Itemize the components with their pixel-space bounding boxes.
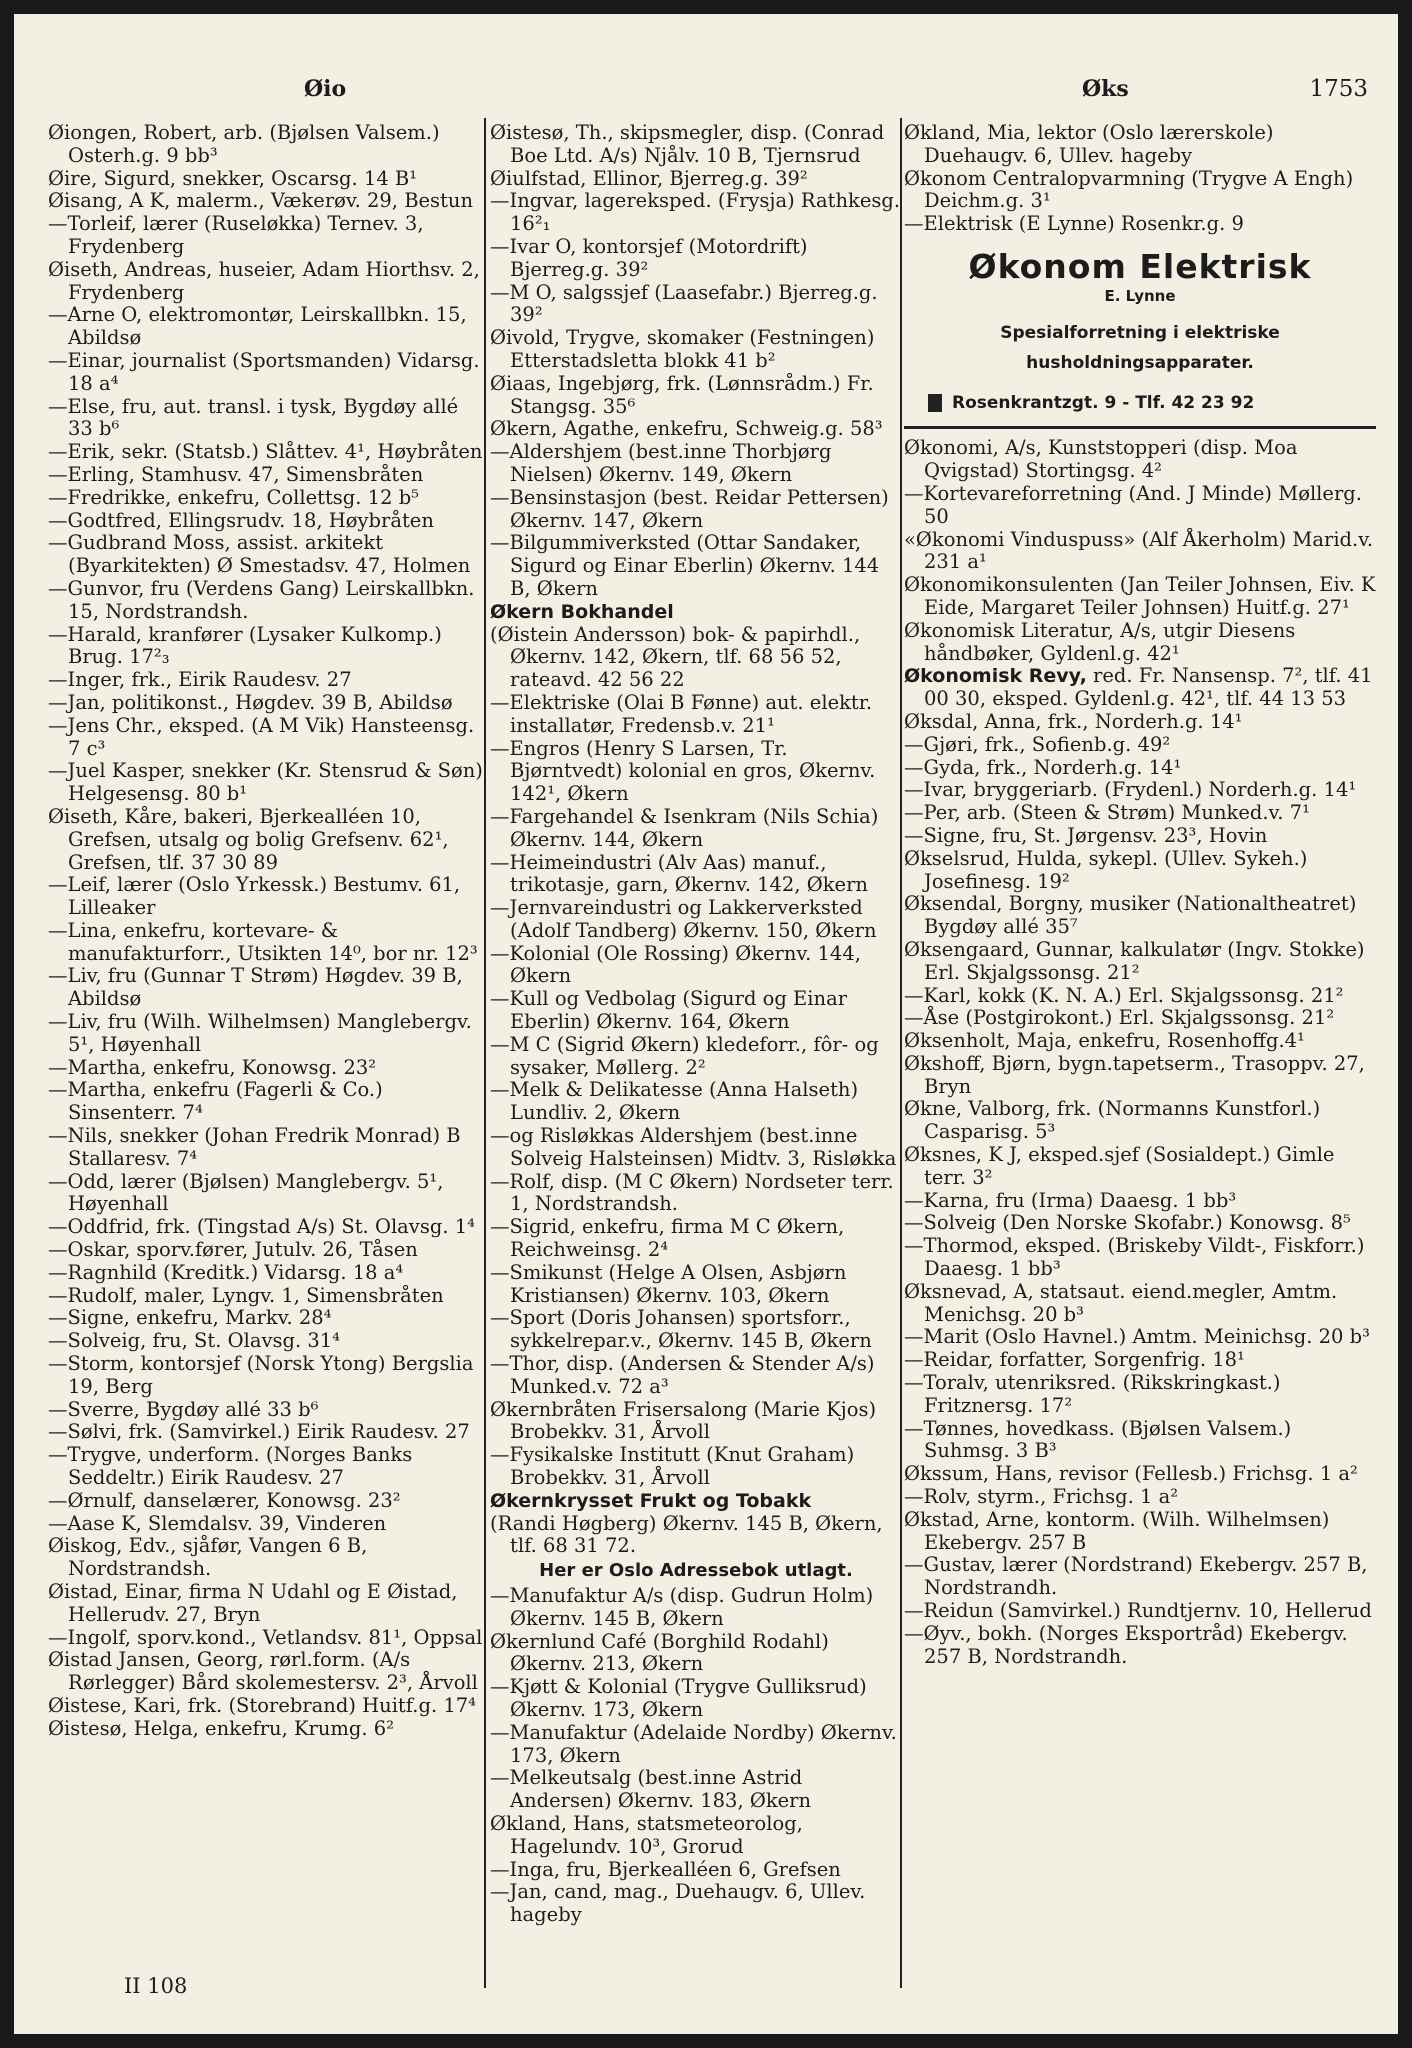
directory-entry: —Manufaktur (Adelaide Nordby) Økernv. 173, Økern [490, 1720, 897, 1767]
directory-entry: —Rolv, styrm., Frichsg. 1 a² [904, 1485, 1179, 1509]
directory-entry: —Nils, snekker (Johan Fredrik Monrad) B Stallaresv. 7⁴ [48, 1124, 461, 1170]
directory-entry: —Erling, Stamhusv. 47, Simensbråten [48, 462, 424, 486]
directory-entry: —Sigrid, enkefru, firma M C Økern, Reichweinsg. 2⁴ [490, 1215, 845, 1262]
directory-entry: —Åse (Postgirokont.) Erl. Skjalgssonsg. 21² [904, 1006, 1335, 1030]
ad-contact-text: Rosenkrantzgt. 9 - Tlf. 42 23 92 [952, 392, 1255, 413]
directory-entry: —Elektriske (Olai B Fønne) aut. elektr. installatør, Fredensb.v. 21¹ [490, 690, 873, 737]
directory-entry: —Solveig, fru, St. Olavsg. 31⁴ [48, 1329, 340, 1353]
directory-entry: —Ingvar, lagereksped. (Frysja) Rathkesg. 16²₁ [490, 189, 901, 236]
ad-contact [904, 392, 1376, 415]
footer-signature: II 108 [124, 1974, 188, 1998]
directory-entry: Øiongen, Robert, arb. (Bjølsen Valsem.) Osterh.g. 9 bb³ [48, 121, 440, 167]
directory-entry: Økssum, Hans, revisor (Fellesb.) Frichsg. 1 a² [904, 1462, 1358, 1486]
directory-entry: —Arne O, elektromontør, Leirskallbkn. 15, Abildsø [48, 303, 467, 350]
directory-entry: —Gjøri, frk., Sofienb.g. 49² [904, 732, 1171, 756]
directory-entry: —Rudolf, maler, Lyngv. 1, Simensbråten [48, 1283, 444, 1307]
right-guide-word: Øks [1082, 76, 1129, 102]
column-divider [484, 118, 486, 1988]
left-guide-word: Øio [304, 76, 347, 102]
directory-entry: —Gyda, frk., Norderh.g. 14¹ [904, 755, 1182, 779]
directory-entry: Øistesø, Th., skipsmegler, disp. (Conrad Boe Ltd. A/s) Njålv. 10 B, Tjernsrud [490, 121, 885, 167]
directory-entry: —Harald, kranfører (Lysaker Kulkomp.) Brug. 17²₃ [48, 622, 442, 669]
directory-entry: —Signe, enkefru, Markv. 28⁴ [48, 1306, 332, 1330]
directory-entry: —Bilgummiverksted (Ottar Sandaker, Sigurd og Einar Eberlin) Økernv. 144 B, Økern [490, 531, 880, 600]
directory-entry: Øiulfstad, Ellinor, Bjerreg.g. 39² [490, 166, 808, 190]
notice-line: Her er Oslo Adressebok utlagt. [539, 1560, 853, 1582]
directory-entry: —Thor, disp. (Andersen & Stender A/s) Munked.v. 72 a³ [490, 1352, 875, 1398]
directory-entry: Økernlund Café (Borghild Rodahl) Økernv. 213, Økern [490, 1629, 829, 1676]
directory-entry: —Martha, enkefru, Konowsg. 23² [48, 1055, 377, 1079]
directory-entry: —Leif, lærer (Oslo Yrkessk.) Bestumv. 61, Lilleaker [48, 873, 461, 920]
directory-entry: —Fysikalske Institutt (Knut Graham) Brobekkv. 31, Årvoll [490, 1443, 855, 1490]
directory-entry: —Heimeindustri (Alv Aas) manuf., trikotasje, garn, Økernv. 142, Økern [490, 850, 868, 897]
directory-entry: —Einar, journalist (Sportsmanden) Vidarsg. 18 a⁴ [48, 348, 480, 395]
bullet-icon [928, 394, 942, 412]
directory-entry: Øksendal, Borgny, musiker (Nationaltheatret) Bygdøy allé 35⁷ [904, 892, 1357, 939]
directory-entry: —og Risløkkas Aldershjem (best.inne Solveig Halsteinsen) Midtv. 3, Risløkka [490, 1124, 897, 1170]
directory-entry: —Bensinstasjon (best. Reidar Pettersen) Økernv. 147, Økern [490, 485, 889, 532]
directory-entry: —Godtfred, Ellingsrudv. 18, Høybråten [48, 508, 434, 532]
directory-entry: —Sverre, Bygdøy allé 33 b⁶ [48, 1397, 319, 1421]
directory-entry: «Økonomi Vinduspuss» (Alf Åkerholm) Marid.v. 231 a¹ [904, 527, 1374, 574]
ad-description-2: husholdningsapparater. [1026, 352, 1254, 373]
directory-entry: —Fargehandel & Isenkram (Nils Schia) Økernv. 144, Økern [490, 804, 879, 851]
entry-bold-lead: Økonomisk Revy, [904, 665, 1087, 688]
directory-entry: —Jan, politikonst., Høgdev. 39 B, Abildsø [48, 690, 453, 714]
directory-entry: —Manufaktur A/s (disp. Gudrun Holm) Økernv. 145 B, Økern [490, 1584, 874, 1630]
directory-entry: Øistesø, Helga, enkefru, Krumg. 6² [48, 1716, 395, 1740]
directory-entry: —Jan, cand, mag., Duehaugv. 6, Ullev. hageby [490, 1880, 866, 1927]
directory-entry: —Ørnulf, danselærer, Konowsg. 23² [48, 1488, 401, 1512]
column-3 [904, 122, 1376, 1668]
directory-entry: —Gustav, lærer (Nordstrand) Ekebergv. 257 B, Nordstrandh. [904, 1553, 1368, 1600]
directory-entry: —Oddfrid, frk. (Tingstad A/s) St. Olavsg. 1⁴ [48, 1215, 475, 1239]
directory-entry: —M O, salgssjef (Laasefabr.) Bjerreg.g. 39² [490, 280, 878, 327]
directory-entry: —Kolonial (Ole Rossing) Økernv. 144, Økern [490, 941, 861, 988]
directory-entry: —Sport (Doris Johansen) sportsforr., sykkelrepar.v., Økernv. 145 B, Økern [490, 1306, 872, 1353]
business-details: (Øistein Andersson) bok- & papirhdl., Økernv. 142, Økern, tlf. 68 56 52, rateavd. 42 56 22 [490, 622, 861, 692]
directory-entry: —Gunvor, fru (Verdens Gang) Leirskallbkn. 15, Nordstrandsh. [48, 576, 475, 623]
directory-entry: Øisang, A K, malerm., Vækerøv. 29, Bestun [48, 189, 474, 213]
directory-entry: —Martha, enkefru (Fagerli & Co.) Sinsenterr. 7⁴ [48, 1078, 383, 1125]
directory-entry: —Thormod, eksped. (Briskeby Vildt-, Fiskforr.) Daaesg. 1 bb³ [904, 1234, 1365, 1281]
directory-entry: Øksengaard, Gunnar, kalkulatør (Ingv. Stokke) Erl. Skjalgssonsg. 21² [904, 937, 1365, 984]
directory-entry: Økonomisk Literatur, A/s, utgir Diesens håndbøker, Gyldenl.g. 42¹ [904, 618, 1296, 665]
directory-entry: —Smikunst (Helge A Olsen, Asbjørn Kristiansen) Økernv. 103, Økern [490, 1260, 847, 1307]
directory-entry: —Aase K, Slemdalsv. 39, Vinderen [48, 1511, 387, 1535]
directory-entry: —Karna, fru (Irma) Daaesg. 1 bb³ [904, 1188, 1237, 1212]
directory-entry: —Torleif, lærer (Ruseløkka) Ternev. 3, Frydenberg [48, 212, 424, 258]
directory-entry: Øiaas, Ingebjørg, frk. (Lønnsrådm.) Fr. Stangsg. 35⁶ [490, 371, 874, 418]
business-heading: Økern Bokhandel [490, 600, 674, 623]
directory-entry: Økne, Valborg, frk. (Normanns Kunstforl.) Casparisg. 5³ [904, 1097, 1321, 1144]
directory-entry: —Ingolf, sporv.kond., Vetlandsv. 81¹, Oppsal [48, 1625, 483, 1649]
directory-entry: Øksdal, Anna, frk., Norderh.g. 14¹ [904, 709, 1243, 733]
directory-entry: —Jens Chr., eksped. (A M Vik) Hansteensg. 7 c³ [48, 713, 475, 760]
directory-entry: Økland, Mia, lektor (Oslo lærerskole) Duehaugv. 6, Ullev. hageby [904, 121, 1274, 167]
directory-entry: Øiskog, Edv., sjåfør, Vangen 6 B, Nordstrandsh. [48, 1534, 368, 1581]
business-details: (Randi Høgberg) Økernv. 145 B, Økern, tlf. 68 31 72. [490, 1511, 883, 1558]
directory-entry: —Liv, fru (Gunnar T Strøm) Høgdev. 39 B, Abildsø [48, 964, 463, 1011]
business-heading: Økernkrysset Frukt og Tobakk [490, 1489, 812, 1512]
directory-entry: Øksnes, K J, eksped.sjef (Sosialdept.) Gimle terr. 3² [904, 1143, 1335, 1189]
directory-entry: —Rolf, disp. (M C Økern) Nordseter terr. 1, Nordstrandsh. [490, 1169, 894, 1216]
directory-entry: —Elektrisk (E Lynne) Rosenkr.g. 9 [904, 212, 1244, 236]
directory-entry: —M C (Sigrid Økern) kledeforr., fôr- og sysaker, Møllerg. 2² [490, 1032, 879, 1079]
directory-entry: —Signe, fru, St. Jørgensv. 23³, Hovin [904, 823, 1268, 847]
directory-entry: —Ragnhild (Kreditk.) Vidarsg. 18 a⁴ [48, 1260, 404, 1284]
directory-entry: —Gudbrand Moss, assist. arkitekt (Byarkitekten) Ø Smestadsv. 47, Holmen [48, 531, 471, 578]
directory-entry: Økstad, Arne, kontorm. (Wilh. Wilhelmsen) Ekebergv. 257 B [904, 1507, 1330, 1554]
directory-entry: —Karl, kokk (K. N. A.) Erl. Skjalgssonsg. 21² [904, 983, 1344, 1007]
directory-entry: —Solveig (Den Norske Skofabr.) Konowsg. 8⁵ [904, 1211, 1351, 1235]
directory-entry: —Trygve, underform. (Norges Banks Seddeltr.) Eirik Raudesv. 27 [48, 1443, 413, 1490]
directory-entry: —Øyv., bokh. (Norges Eksportråd) Ekebergv. 257 B, Nordstrandh. [904, 1621, 1348, 1668]
directory-entry: Økernbråten Frisersalong (Marie Kjos) Brobekkv. 31, Årvoll [490, 1397, 877, 1444]
directory-entry: —Juel Kasper, snekker (Kr. Stensrud & Søn) Helgesensg. 80 b¹ [48, 759, 483, 806]
directory-entry: —Sølvi, frk. (Samvirkel.) Eirik Raudesv. 27 [48, 1420, 470, 1444]
directory-entry: —Lina, enkefru, kortevare- & manufakturforr., Utsikten 14⁰, bor nr. 12³ [48, 918, 478, 965]
directory-entry: Økland, Hans, statsmeteorolog, Hagelundv. 10³, Grorud [490, 1811, 803, 1858]
directory-entry: —Toralv, utenriksred. (Rikskringkast.) Fritznersg. 17² [904, 1371, 1281, 1417]
page-number: 1753 [1309, 76, 1368, 102]
column-3-top [904, 122, 1376, 236]
directory-entry: —Else, fru, aut. transl. i tysk, Bygdøy allé 33 b⁶ [48, 394, 459, 441]
column-3-bottom [904, 437, 1376, 1668]
directory-entry: —Kortevareforretning (And. J Minde) Møllerg. 50 [904, 481, 1362, 528]
directory-entry: —Erik, sekr. (Statsb.) Slåttev. 4¹, Høybråten [48, 440, 483, 464]
column-1 [48, 122, 484, 1741]
directory-entry: —Ivar, bryggeriarb. (Frydenl.) Norderh.g. 14¹ [904, 778, 1357, 802]
directory-entry: Økshoff, Bjørn, bygn.tapetserm., Trasoppv. 27, Bryn [904, 1051, 1365, 1098]
directory-entry: Øistese, Kari, frk. (Storebrand) Huitf.g. 17⁴ [48, 1693, 477, 1717]
directory-entry [904, 665, 1376, 711]
directory-entry: Økonomikonsulenten (Jan Teiler Johnsen, Eiv. K Eide, Margaret Teiler Johnsen) Huitf.g. 27¹ [904, 573, 1376, 619]
directory-entry: —Odd, lærer (Bjølsen) Manglebergv. 5¹, Høyenhall [48, 1169, 444, 1216]
directory-entry: Økonom Centralopvarmning (Trygve A Engh) Deichm.g. 3¹ [904, 166, 1354, 213]
directory-entry: —Storm, kontorsjef (Norsk Ytong) Bergslia 19, Berg [48, 1352, 474, 1398]
directory-entry: —Melkeutsalg (best.inne Astrid Andersen) Økernv. 183, Økern [490, 1766, 812, 1813]
column-2 [490, 122, 902, 1927]
directory-entry: Øire, Sigurd, snekker, Oscarsg. 14 B¹ [48, 166, 418, 190]
directory-entry: Øksenholt, Maja, enkefru, Rosenhoffg.4¹ [904, 1029, 1305, 1053]
directory-entry: —Fredrikke, enkefru, Collettsg. 12 b⁵ [48, 485, 419, 509]
directory-entry: —Engros (Henry S Larsen, Tr. Bjørntvedt) kolonial en gros, Økernv. 142¹, Økern [490, 736, 876, 806]
directory-entry: Økselsrud, Hulda, sykepl. (Ullev. Sykeh.) Josefinesg. 19² [904, 846, 1308, 893]
ad-owner: E. Lynne [1104, 286, 1176, 305]
directory-entry: —Aldershjem (best.inne Thorbjørg Nielsen) Økernv. 149, Økern [490, 440, 832, 486]
directory-entry: —Kull og Vedbolag (Sigurd og Einar Eberlin) Økernv. 164, Økern [490, 987, 848, 1034]
directory-entry: —Per, arb. (Steen & Strøm) Munked.v. 7¹ [904, 801, 1310, 825]
directory-entry: Øistad Jansen, Georg, rørl.form. (A/s Rørlegger) Bård skolemestersv. 2³, Årvoll [48, 1648, 478, 1695]
directory-entry: —Oskar, sporv.fører, Jutulv. 26, Tåsen [48, 1238, 418, 1262]
directory-entry: Øiseth, Kåre, bakeri, Bjerkealléen 10, Grefsen, utsalg og bolig Grefsenv. 62¹, Grefsen, tlf. 37 30 89 [48, 804, 449, 874]
directory-entry: —Inger, frk., Eirik Raudesv. 27 [48, 668, 352, 692]
entry-rest: red. Fr. Nansensp. 7², tlf. 41 00 30, eksped. Gyldenl.g. 42¹, tlf. 44 13 53 [924, 664, 1373, 711]
advertisement [904, 242, 1376, 429]
directory-entry: Øistad, Einar, firma N Udahl og E Øistad, Hellerudv. 27, Bryn [48, 1580, 458, 1626]
directory-entry: Økern, Agathe, enkefru, Schweig.g. 58³ [490, 417, 883, 441]
directory-entry: —Jernvareindustri og Lakkerverksted (Adolf Tandberg) Økernv. 150, Økern [490, 896, 877, 942]
directory-page [14, 14, 1398, 2034]
directory-entry: —Ivar O, kontorsjef (Motordrift) Bjerreg.g. 39² [490, 234, 808, 281]
directory-entry: —Liv, fru (Wilh. Wilhelmsen) Manglebergv. 5¹, Høyenhall [48, 1010, 472, 1056]
ad-description-1: Spesialforretning i elektriske [1000, 322, 1280, 343]
directory-entry: —Tønnes, hovedkass. (Bjølsen Valsem.) Suhmsg. 3 B³ [904, 1416, 1292, 1463]
directory-entry: Øksnevad, A, statsaut. eiend.megler, Amtm. Menichsg. 20 b³ [904, 1279, 1338, 1326]
directory-entry: —Inga, fru, Bjerkealléen 6, Grefsen [490, 1857, 841, 1881]
directory-entry: Økonomi, A/s, Kunststopperi (disp. Moa Qvigstad) Stortingsg. 4² [904, 436, 1298, 483]
directory-entry: —Reidun (Samvirkel.) Rundtjernv. 10, Hellerud [904, 1599, 1372, 1623]
directory-entry: —Kjøtt & Kolonial (Trygve Gulliksrud) Økernv. 173, Økern [490, 1675, 867, 1721]
directory-entry: —Melk & Delikatesse (Anna Halseth) Lundliv. 2, Økern [490, 1078, 859, 1125]
directory-entry: —Marit (Oslo Havnel.) Amtm. Meinichsg. 20 b³ [904, 1325, 1370, 1349]
directory-entry: Øivold, Trygve, skomaker (Festningen) Etterstadsletta blokk 41 b² [490, 326, 875, 372]
ad-title: Økonom Elektrisk [968, 246, 1312, 286]
directory-entry: Øiseth, Andreas, huseier, Adam Hiorthsv. 2, Frydenberg [48, 257, 480, 304]
directory-entry: —Reidar, forfatter, Sorgenfrig. 18¹ [904, 1348, 1245, 1372]
